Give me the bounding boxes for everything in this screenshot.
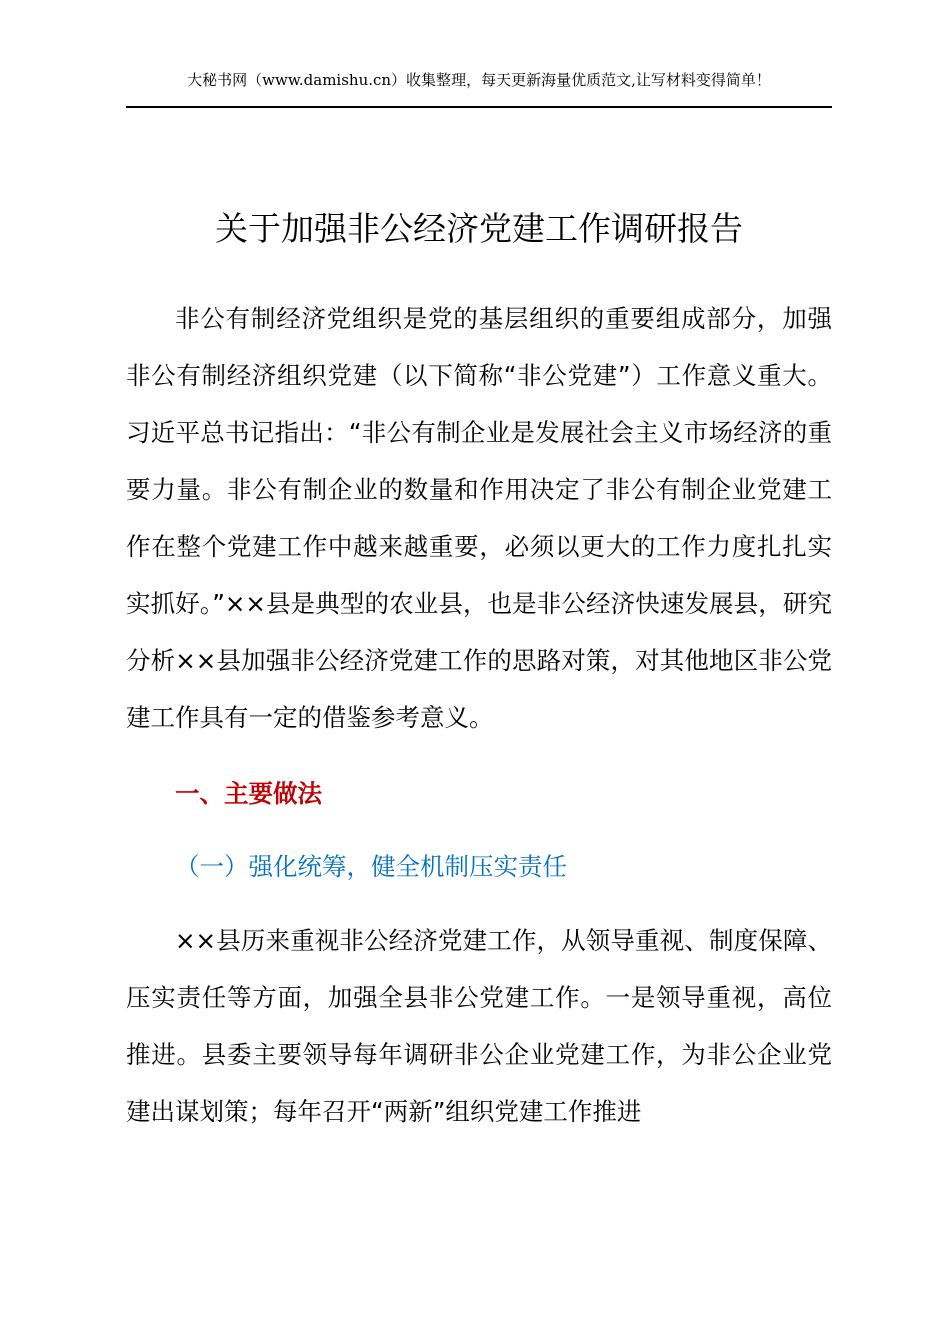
subsection-paragraph: ××县历来重视非公经济党建工作，从领导重视、制度保障、压实责任等方面，加强全县非公党建工作。一是领导重视，高位推进。县委主要领导每年调研非公企业党建工作，为非公企业党建出谋划策；每年召开“两新”组织党建工作推进 <box>126 926 832 1126</box>
document-title: 关于加强非公经济党建工作调研报告 <box>215 209 743 248</box>
page-header-text: 大秘书网（www.damishu.cn）收集整理，每天更新海量优质范文,让写材料变得简单！ <box>187 71 771 89</box>
section-heading-main-practices: 一、主要做法 <box>175 779 322 808</box>
intro-paragraph: 非公有制经济党组织是党的基层组织的重要组成部分，加强非公有制经济组织党建（以下简称“非公党建”）工作意义重大。习近平总书记指出：“非公有制企业是发展社会主义市场经济的重要力量。非公有制企业的数量和作用决定了非公有制企业党建工作在整个党建工作中越来越重要，必须以更大的工作力度扎扎实实抓好。”××县是典型的农业县，也是非公经济快速发展县，研究分析××县加强非公经济党建工作的思路对策，对其他地区非公党建工作具有一定的借鉴参考意义。 <box>126 304 832 732</box>
subsection-heading-coordination: （一）强化统筹，健全机制压实责任 <box>175 852 567 881</box>
header-divider <box>126 106 832 108</box>
